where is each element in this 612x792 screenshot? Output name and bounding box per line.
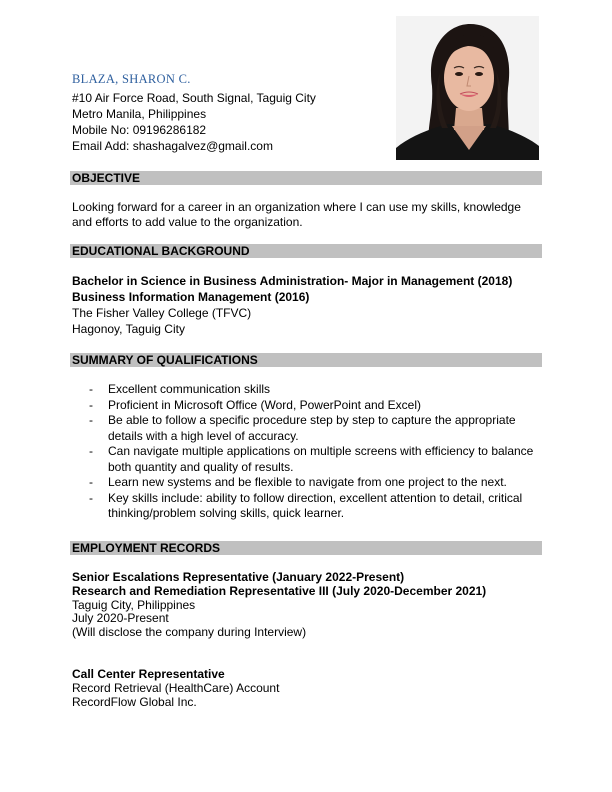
qualification-item [86, 398, 542, 414]
objective-line-2: and efforts to add value to the organization. [72, 214, 303, 229]
qualification-line: Can navigate multiple applications on multiple screens with efficiency to balance [108, 444, 534, 458]
mobile-number: Mobile No: 09196286182 [72, 123, 207, 137]
address-line-2: Metro Manila, Philippines [72, 107, 207, 121]
qualifications-list [86, 382, 542, 522]
bullet-dash: - [89, 475, 93, 489]
objective-text [72, 200, 542, 229]
objective-line-1: Looking forward for a career in an organization where I can use my skills, knowledge [72, 200, 521, 214]
job-dates: July 2020-Present [72, 611, 169, 626]
bullet-dash: - [89, 490, 93, 505]
qualifications-heading: SUMMARY OF QUALIFICATIONS [70, 353, 542, 367]
candidate-name: BLAZA, SHARON C. [72, 72, 191, 86]
qualification-line: Be able to follow a specific procedure step by step to capture the appropriate [108, 413, 516, 427]
qualification-line: Learn new systems and be flexible to navigate from one project to the next. [108, 475, 507, 489]
bullet-dash: - [89, 382, 93, 396]
profile-photo [396, 16, 539, 160]
bullet-dash: - [89, 413, 93, 427]
qualification-line: Key skills include: ability to follow direction, excellent attention to detail, critical [108, 490, 523, 505]
qualification-line: thinking/problem solving skills, quick learner. [108, 506, 345, 520]
employment-job-1 [72, 571, 542, 640]
degree-primary: Bachelor in Science in Business Administration- Major in Management (2018) [72, 274, 513, 288]
email-address: Email Add: shashagalvez@gmail.com [72, 139, 273, 153]
qualification-item [86, 444, 542, 475]
degree-secondary: Business Information Management (2016) [72, 290, 310, 304]
job2-account: Record Retrieval (HealthCare) Account [72, 680, 280, 695]
qualification-item [86, 491, 542, 522]
qualification-line: Proficient in Microsoft Office (Word, PowerPoint and Excel) [108, 397, 422, 412]
job-title-previous: Research and Remediation Representative III (July 2020-December 2021) [72, 583, 487, 598]
bullet-dash: - [89, 397, 93, 412]
qualification-line: Excellent communication skills [108, 382, 271, 396]
employment-job-2 [72, 668, 542, 709]
employment-heading: EMPLOYMENT RECORDS [70, 541, 542, 555]
address-line-1: #10 Air Force Road, South Signal, Taguig City [72, 91, 316, 105]
qualification-line: details with a high level of accuracy. [108, 428, 299, 443]
bullet-dash: - [89, 444, 93, 458]
job-title-current: Senior Escalations Representative (January 2022-Present) [72, 570, 405, 584]
school-location: Hagonoy, Taguig City [72, 322, 185, 336]
job2-title: Call Center Representative [72, 667, 225, 681]
objective-heading: OBJECTIVE [70, 171, 542, 185]
job-note: (Will disclose the company during Interview) [72, 625, 307, 640]
contact-details [72, 90, 316, 154]
education-heading: EDUCATIONAL BACKGROUND [70, 244, 542, 258]
qualification-item [86, 413, 542, 444]
qualification-item [86, 475, 542, 491]
job2-company: RecordFlow Global Inc. [72, 694, 197, 709]
education-details [72, 273, 542, 337]
qualification-item [86, 382, 542, 398]
qualification-line: both quantity and quality of results. [108, 459, 294, 474]
school-name: The Fisher Valley College (TFVC) [72, 306, 252, 320]
job-location: Taguig City, Philippines [72, 597, 196, 612]
